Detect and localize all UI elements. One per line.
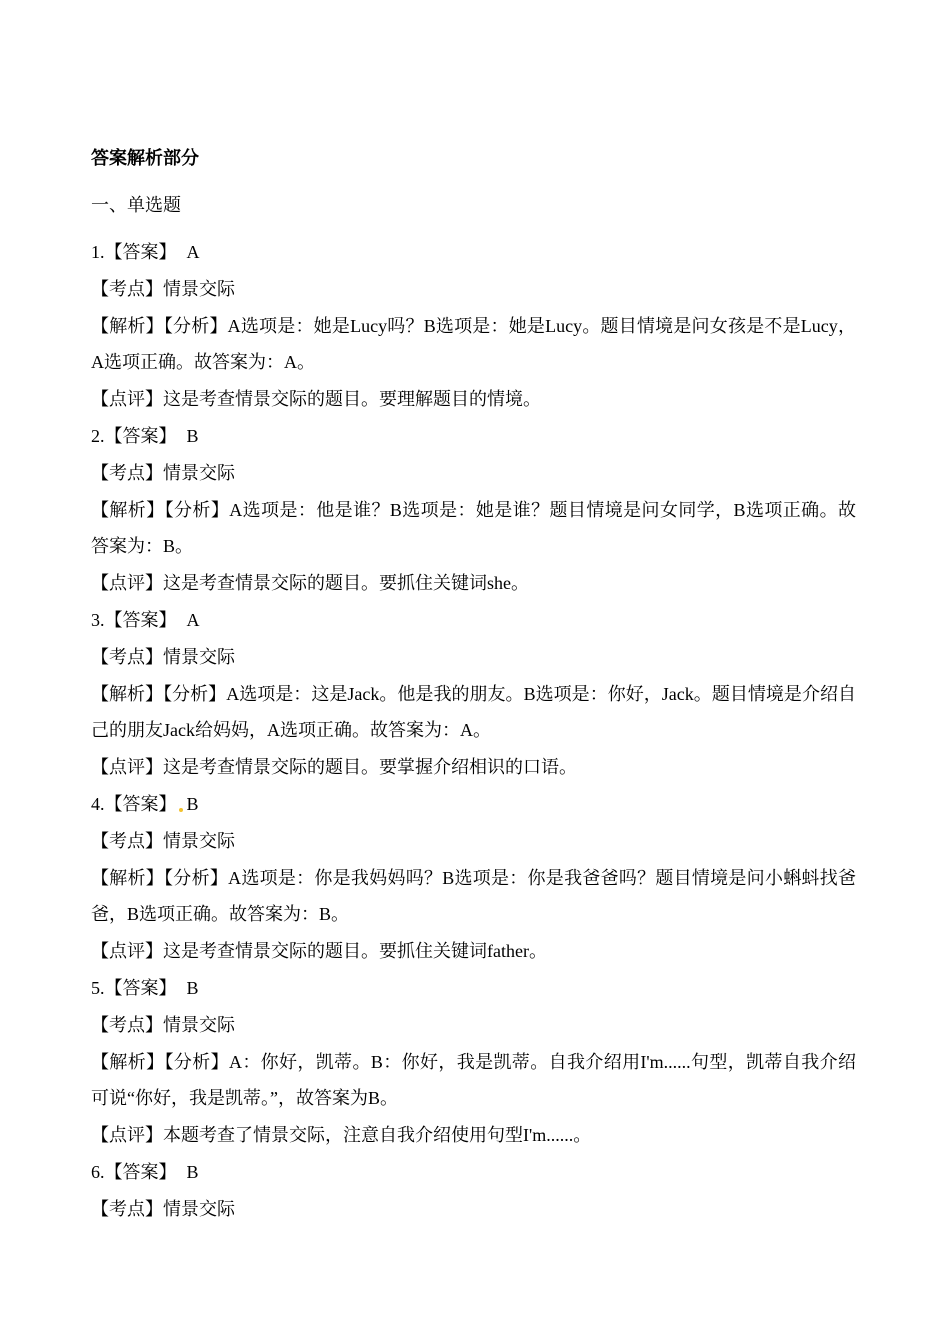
comment-line: 【点评】这是考查情景交际的题目。要理解题目的情境。 [91, 389, 541, 410]
answer-value: B [186, 977, 199, 998]
answer-item-2 [91, 418, 861, 602]
comment-line: 【点评】这是考查情景交际的题目。要抓住关键词she。 [91, 573, 529, 594]
answer-label: 2.【答案】 [91, 425, 177, 446]
point-line: 【考点】情景交际 [91, 1198, 235, 1219]
answer-label: 1.【答案】 [91, 242, 177, 262]
point-line: 【考点】情景交际 [91, 1014, 235, 1035]
answer-line [91, 786, 861, 823]
point-line: 【考点】情景交际 [91, 646, 235, 667]
highlight-mark-icon [179, 808, 183, 812]
answer-item-1 [91, 234, 861, 418]
comment-line: 【点评】这是考查情景交际的题目。要掌握介绍相识的口语。 [91, 757, 577, 778]
answer-line [91, 234, 861, 271]
answer-item-6 [91, 1154, 861, 1228]
answer-value: A [186, 242, 200, 262]
point-line: 【考点】情景交际 [91, 278, 235, 299]
answer-value: A [186, 609, 200, 630]
answer-value: B [186, 793, 199, 814]
analysis-paragraph: 【解析】【分析】A选项是：他是谁？B选项是：她是谁？题目情境是问女同学，B选项正确。故答案为：B。 [91, 499, 856, 557]
analysis-paragraph: 【解析】【分析】A选项是：这是Jack。他是我的朋友。B选项是：你好，Jack。题目情境是介绍自己的朋友Jack给妈妈，A选项正确。故答案为：A。 [91, 683, 856, 741]
section-title: 一、单选题 [91, 195, 181, 215]
answer-label: 6.【答案】 [91, 1161, 177, 1182]
answer-label: 4.【答案】 [91, 793, 177, 814]
answer-line [91, 970, 861, 1007]
comment-line: 【点评】本题考查了情景交际，注意自我介绍使用句型I'm......。 [91, 1125, 592, 1146]
page-title: 答案解析部分 [91, 148, 199, 169]
analysis-paragraph: 【解析】【分析】A选项是：你是我妈妈吗？B选项是：你是我爸爸吗？题目情境是问小蝌蚪找爸爸，B选项正确。故答案为：B。 [91, 867, 856, 925]
answer-line [91, 602, 861, 639]
answer-line [91, 418, 861, 455]
answer-label: 3.【答案】 [91, 609, 177, 630]
analysis-paragraph: 【解析】【分析】A选项是：她是Lucy吗？B选项是：她是Lucy。题目情境是问女孩是不是Lucy，A选项正确。故答案为：A。 [91, 315, 856, 373]
answer-label: 5.【答案】 [91, 977, 177, 998]
answer-value: B [186, 425, 199, 446]
answer-value: B [186, 1161, 199, 1182]
answer-line [91, 1154, 861, 1191]
point-line: 【考点】情景交际 [91, 462, 235, 483]
comment-line: 【点评】这是考查情景交际的题目。要抓住关键词father。 [91, 941, 547, 962]
answer-item-3 [91, 602, 861, 786]
point-line: 【考点】情景交际 [91, 830, 235, 851]
analysis-paragraph: 【解析】【分析】A：你好，凯蒂。B：你好，我是凯蒂。自我介绍用I'm......句型，凯蒂自我介绍可说“你好，我是凯蒂。”，故答案为B。 [91, 1051, 856, 1109]
answer-item-4 [91, 786, 861, 970]
answer-item-5 [91, 970, 861, 1154]
document-content [91, 143, 861, 1228]
